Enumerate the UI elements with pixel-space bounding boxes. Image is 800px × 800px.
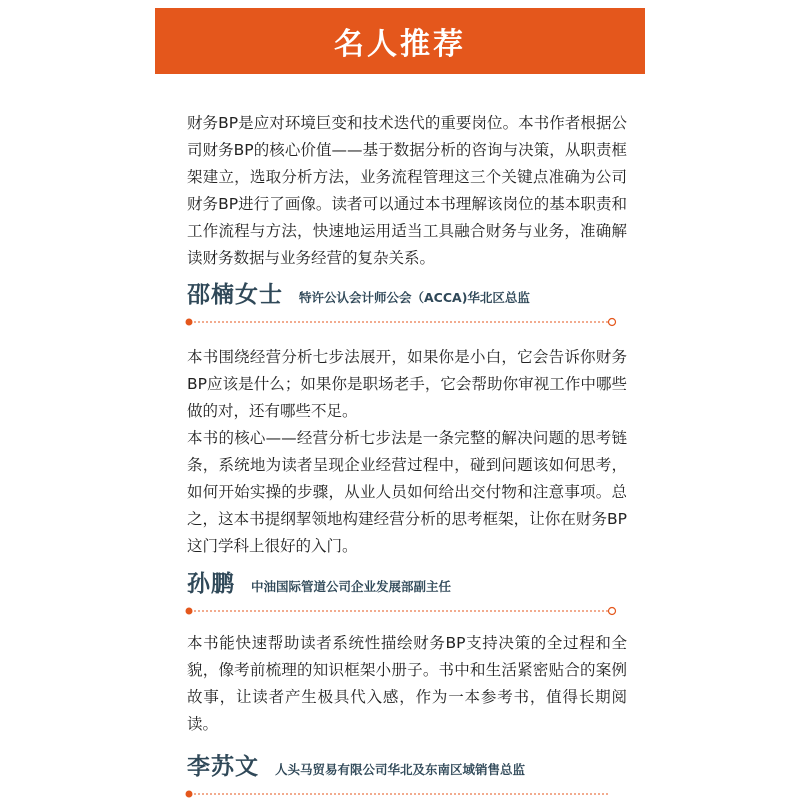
recommender bbox=[187, 565, 451, 598]
section-divider bbox=[184, 789, 618, 799]
page-title: 名人推荐 bbox=[334, 27, 466, 62]
recommendation-text: 本书能快速帮助读者系统性描绘财务BP支持决策的全过程和全貌，像考前梳理的知识框架小册子。书中和生活紧密贴合的案例故事，让读者产生极具代入感，作为一本参考书，值得长期阅读。 bbox=[187, 634, 627, 733]
recommendation-text: 本书围绕经营分析七步法展开，如果你是小白，它会告诉你财务BP应该是什么；如果你是职场老手，它会帮助你审视工作中哪些做的对，还有哪些不足。 bbox=[187, 348, 627, 420]
recommender bbox=[187, 748, 525, 781]
recommender-name: 李苏文 bbox=[187, 754, 259, 780]
recommendation-text: 本书的核心——经营分析七步法是一条完整的解决问题的思考链条，系统地为读者呈现企业经营过程中，碰到问题该如何思考，如何开始实操的步骤，从业人员如何给出交付物和注意事项。总之，这本书提纲挈领地构建经营分析的思考框架，让你在财务BP这门学科上很好的入门。 bbox=[187, 429, 627, 555]
recommender bbox=[187, 276, 530, 309]
section-divider bbox=[184, 317, 618, 327]
recommender-title: 中油国际管道公司企业发展部副主任 bbox=[251, 579, 452, 594]
header-banner bbox=[155, 8, 645, 74]
section-divider bbox=[184, 606, 618, 616]
recommender-name: 孙鹏 bbox=[187, 571, 235, 597]
recommender-name: 邵楠女士 bbox=[187, 282, 283, 308]
recommender-title: 特许公认会计师公会（ACCA)华北区总监 bbox=[299, 290, 530, 305]
recommendation-text: 财务BP是应对环境巨变和技术迭代的重要岗位。本书作者根据公司财务BP的核心价值——基于数据分析的咨询与决策，从职责框架建立，选取分析方法，业务流程管理这三个关键点准确为公司财务BP进行了画像。读者可以通过本书理解该岗位的基本职责和工作流程与方法，快速地运用适当工具融合财务与业务，准确解读财务数据与业务经营的复杂关系。 bbox=[187, 114, 627, 267]
recommender-title: 人头马贸易有限公司华北及东南区域销售总监 bbox=[275, 762, 526, 777]
